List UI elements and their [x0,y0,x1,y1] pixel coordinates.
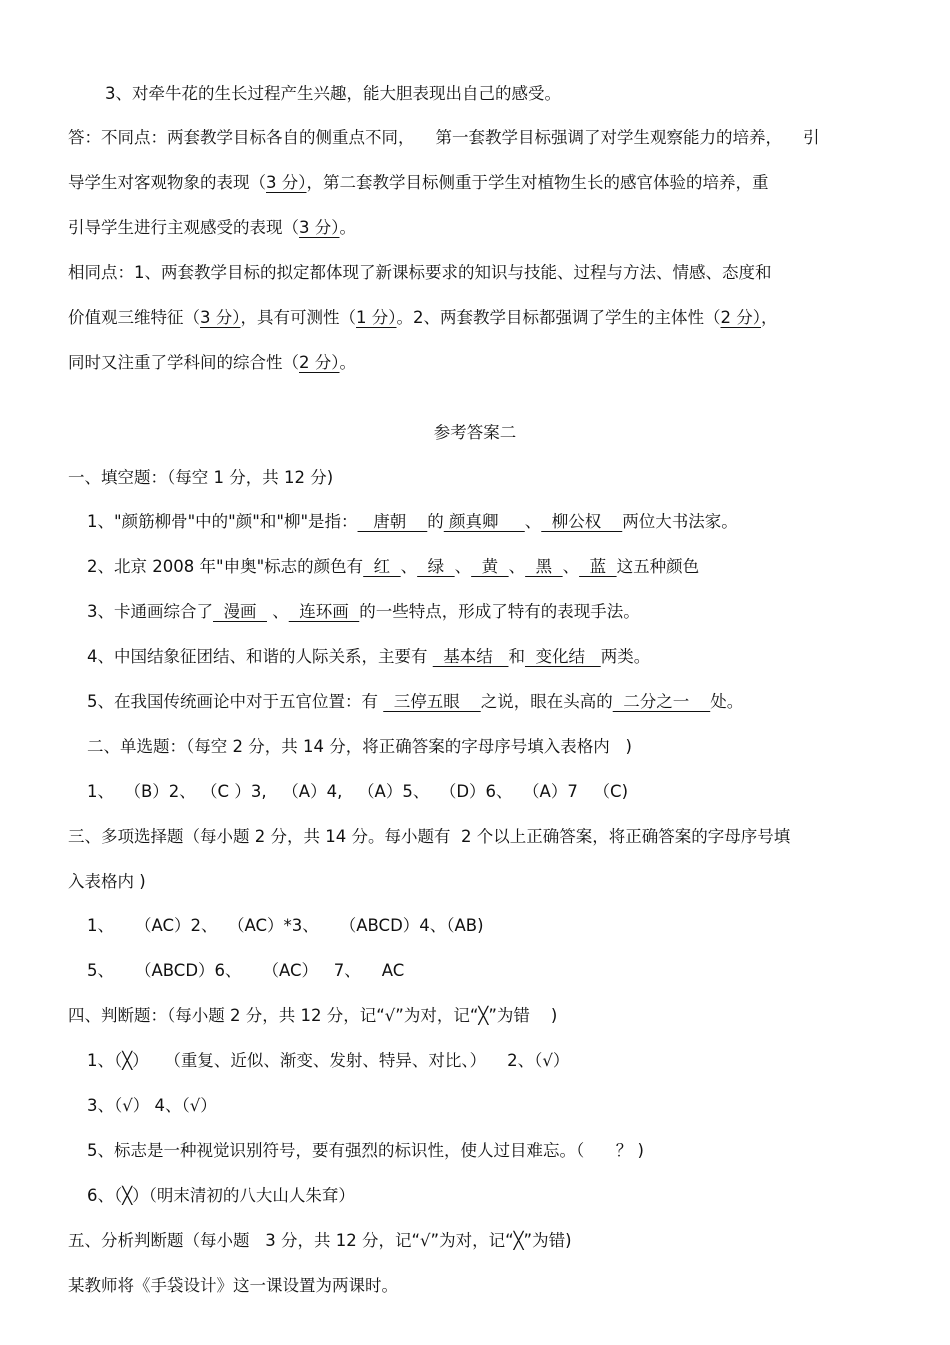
objective-item-3: 3、对牵牛花的生长过程产生兴趣，能大胆表现出自己的感受。 [105,84,561,103]
analysis-intro: 某教师将《手袋设计》这一课设置为两课时。 [68,1276,398,1295]
judgment-answers-3-4: 3、（√） 4、（√） [87,1096,217,1115]
multi-choice-answers-2: 5、 （ABCD）6、 （AC） 7、 AC [87,961,405,980]
multi-choice-heading-line-2: 入表格内 ) [68,872,146,891]
multi-choice-heading-line-1: 三、多项选择题（每小题 2 分，共 14 分。每小题有 2 个以上正确答案，将正确答案的字母序号填 [68,827,791,846]
fill-blank-q2: 2、北京 2008 年"申奥"标志的颜色有 红 、 绿 、 黄 、 黑 、 蓝 这五种颜色 [87,557,700,576]
single-choice-heading: 二、单选题：（每空 2 分，共 14 分，将正确答案的字母序号填入表格内 ) [87,737,632,756]
fill-blank-heading: 一、填空题：（每空 1 分，共 12 分) [68,468,334,487]
fill-blank-q3: 3、卡通画综合了 漫画 、 连环画 的一些特点，形成了特有的表现手法。 [87,602,640,621]
fill-blank-q1: 1、"颜筋柳骨"中的"颜"和"柳"是指： 唐朝 的 颜真卿 、 柳公权 两位大书法家。 [87,512,738,531]
multi-choice-answers-1: 1、 （AC）2、 （AC）*3、 （ABCD）4、（AB) [87,916,484,935]
answer-similarity-line-1: 相同点：1、两套教学目标的拟定都体现了新课标要求的知识与技能、过程与方法、情感、态度和 [68,263,772,282]
judgment-heading: 四、判断题：（每小题 2 分，共 12 分，记“√”为对，记“╳”为错 ) [68,1006,558,1025]
analysis-heading: 五、分析判断题（每小题 3 分，共 12 分，记“√”为对，记“╳”为错) [68,1231,572,1250]
judgment-answers-1-2: 1、（╳） （重复、近似、渐变、发射、特异、对比、） 2、（√） [87,1051,570,1070]
single-choice-answers: 1、 （B）2、 （C ）3, （A）4, （A）5、 （D）6、 （A）7 （C) [87,782,629,801]
judgment-answer-5: 5、标志是一种视觉识别符号，要有强烈的标识性，使人过目难忘。（ ？ ) [87,1141,644,1160]
judgment-answer-6: 6、（╳）（明末清初的八大山人朱耷） [87,1186,355,1205]
answer-similarity-line-3: 同时又注重了学科间的综合性（2 分）。 [68,353,356,372]
section-title: 参考答案二 [433,423,517,442]
answer-similarity-line-2: 价值观三维特征（3 分），具有可测性（1 分）。2、两套教学目标都强调了学生的主体性（2 分）， [68,308,778,327]
answer-difference-line-1: 答：不同点：两套教学目标各自的侧重点不同， 第一套教学目标强调了对学生观察能力的培养， 引 [68,128,820,147]
fill-blank-q4: 4、中国结象征团结、和谐的人际关系，主要有 基本结 和 变化结 两类。 [87,647,651,666]
fill-blank-q5: 5、在我国传统画论中对于五官位置：有 三停五眼 之说，眼在头高的 二分之一 处。 [87,692,744,711]
answer-difference-line-2: 导学生对客观物象的表现（3 分），第二套教学目标侧重于学生对植物生长的感官体验的培养，重 [68,173,769,192]
answer-difference-line-3: 引导学生进行主观感受的表现（3 分）。 [68,218,356,237]
